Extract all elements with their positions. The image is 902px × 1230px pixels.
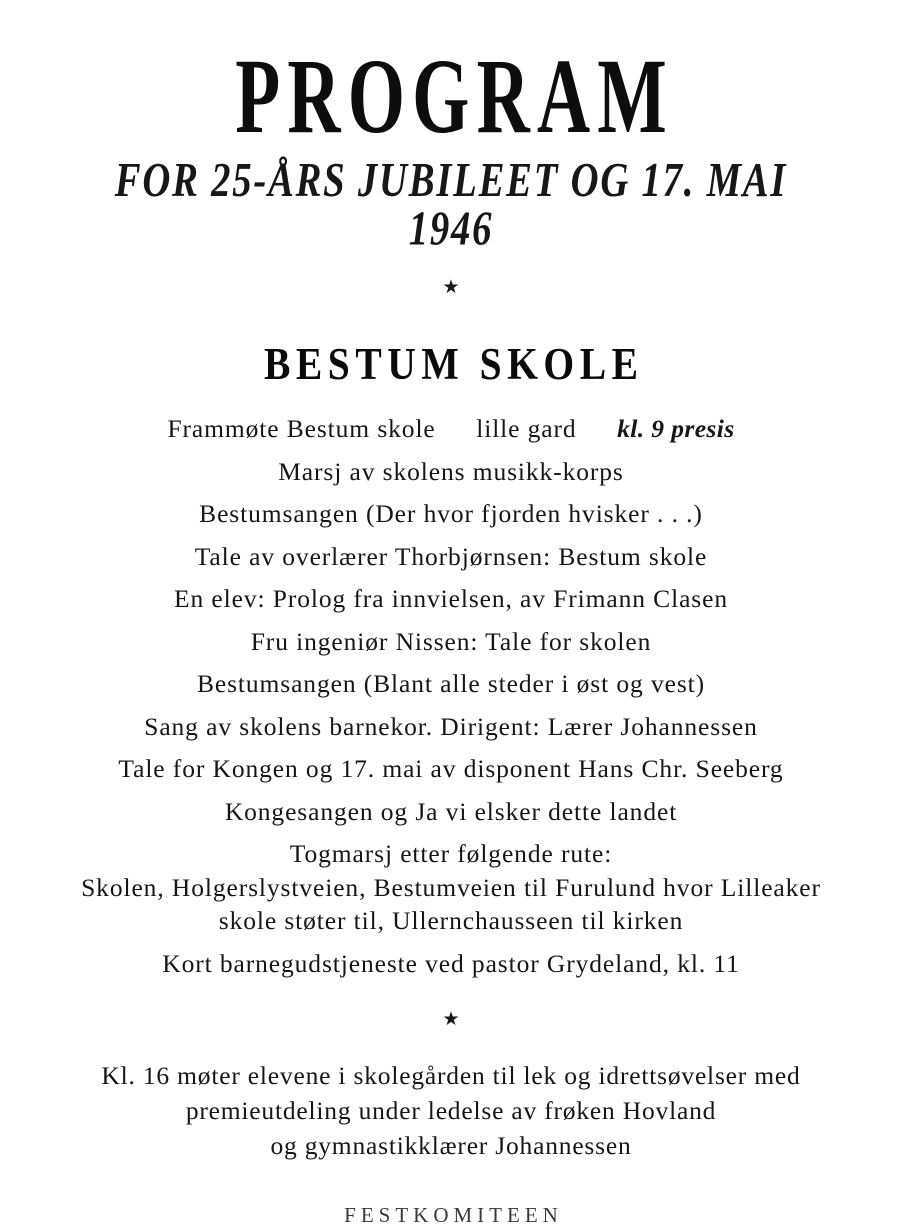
program-item-route-line: skole støter til, Ullernchausseen til kirken — [218, 906, 684, 936]
program-item — [36, 416, 866, 442]
program-item-time: kl. 9 presis — [617, 414, 735, 444]
program-item: Tale av overlærer Thorbjørnsen: Bestum skole — [194, 541, 708, 571]
program-item-text: Frammøte Bestum skole — [167, 414, 436, 444]
program-item: Fru ingeniør Nissen: Tale for skolen — [250, 626, 652, 656]
closing-note-line: premieutdeling under ledelse av frøken Hovland — [185, 1095, 717, 1125]
program-item-location: lille gard — [476, 414, 577, 444]
closing-note-line: og gymnastikklærer Johannessen — [270, 1130, 632, 1160]
program-item-route-line: Skolen, Holgerslystveien, Bestumveien til Furulund hvor Lilleaker — [81, 872, 821, 902]
program-item: Kongesangen og Ja vi elsker dette landet — [224, 796, 678, 826]
divider-bottom — [36, 1010, 866, 1029]
masthead — [36, 0, 866, 256]
section-heading-school: BESTUM SKOLE — [263, 340, 644, 390]
closing-note — [36, 1029, 866, 1163]
program-item: Kort barnegudstjeneste ved pastor Grydeland, kl. 11 — [162, 948, 740, 978]
star-icon: ★ — [442, 277, 460, 299]
program-item: En elev: Prolog fra innvielsen, av Frimann Clasen — [174, 584, 728, 614]
program-item: Tale for Kongen og 17. mai av disponent Hans Chr. Seeberg — [118, 754, 784, 784]
closing-note-line: Kl. 16 møter elevene i skolegården til lek og idrettsøvelser med — [101, 1061, 801, 1091]
divider-top — [36, 278, 866, 297]
page-title: PROGRAM — [235, 37, 674, 156]
footer-signature: FESTKOMITEEN — [344, 1203, 563, 1228]
program-item: Sang av skolens barnekor. Dirigent: Lærer Johannessen — [144, 711, 758, 741]
page-subtitle: FOR 25-ÅRS JUBILEET OG 17. MAI 1946 — [114, 153, 788, 256]
program-item: Marsj av skolens musikk-korps — [278, 456, 624, 486]
program-list — [36, 383, 866, 976]
program-item: Bestumsangen (Blant alle steder i øst og vest) — [196, 669, 706, 699]
program-item: Bestumsangen (Der hvor fjorden hvisker . . .) — [199, 499, 703, 529]
star-icon: ★ — [442, 1009, 460, 1031]
program-item-route-heading: Togmarsj etter følgende rute: — [289, 839, 613, 869]
